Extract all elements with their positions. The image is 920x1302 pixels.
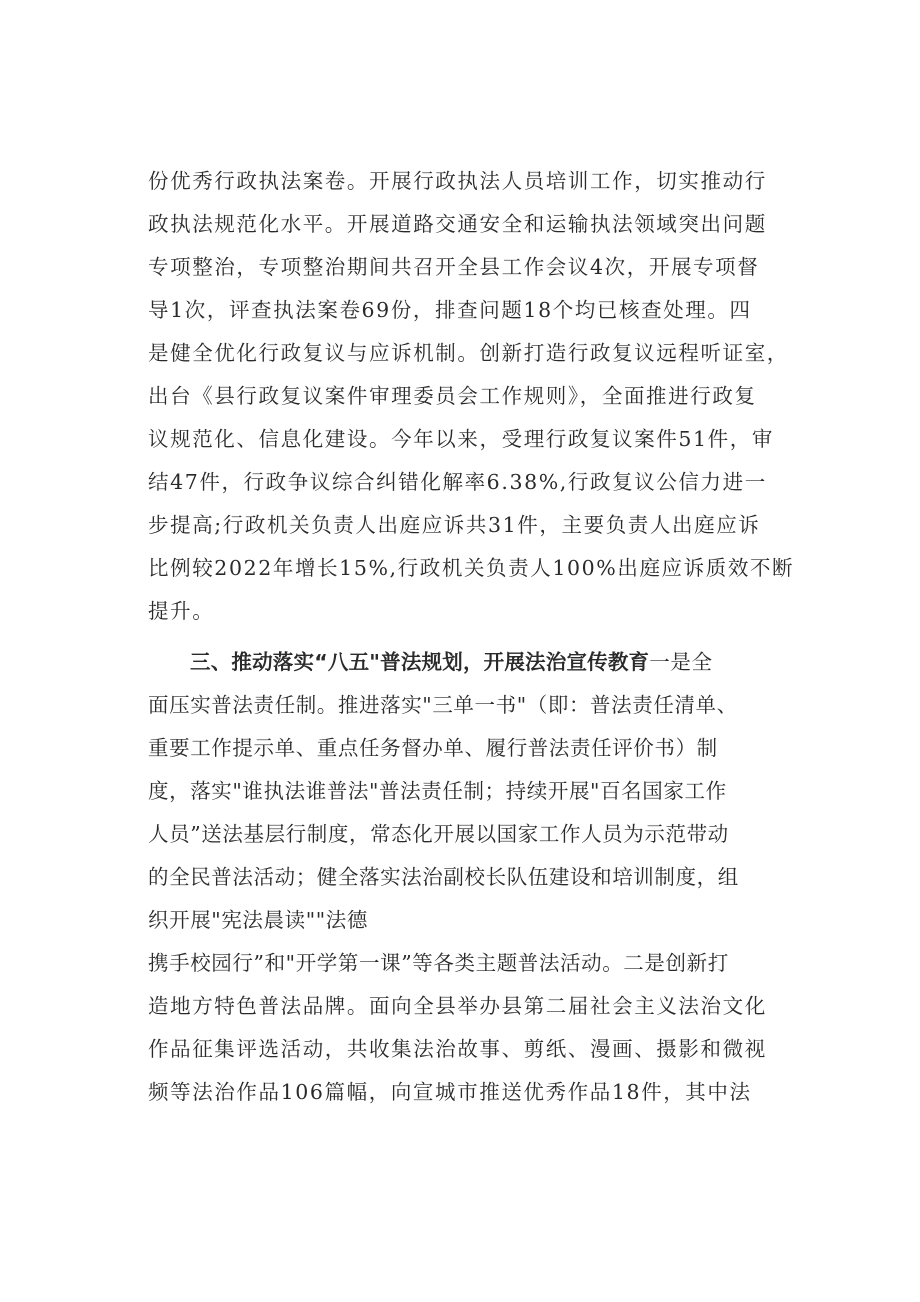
paragraph-line: 的全民普法活动；健全落实法治副校长队伍建设和培训制度，组 (148, 865, 739, 889)
paragraph-line: 织开展"宪法晨读""法德 (148, 908, 368, 932)
section-heading: 三、推动落实“八五"普法规划，开展法治宣传教育 (190, 650, 650, 674)
section-heading-tail: 一是全 (649, 650, 713, 674)
paragraph-line: 出台《县行政复议案件审理委员会工作规则》，全面推进行政复 (148, 384, 757, 408)
paragraph-line: 专项整治，专项整治期间共召开全县工作会议4次，开展专项督 (148, 255, 760, 279)
paragraph-line: 结47件，行政争议综合纠错化解率6.38%,行政复议公信力进一 (148, 470, 767, 494)
paragraph-line: 重要工作提示单、重点任务督办单、履行普法责任评价书）制 (148, 736, 718, 760)
paragraph-line: 政执法规范化水平。开展道路交通安全和运输执法领域突出问题 (148, 212, 767, 236)
section-heading-line (190, 642, 850, 682)
paragraph-line: 面压实普法责任制。推进落实"三单一书"（即：普法责任清单、 (148, 693, 738, 717)
paragraph-line: 提升。 (148, 599, 215, 623)
paragraph-line: 作品征集评选活动，共收集法治故事、剪纸、漫画、摄影和微视 (148, 1037, 767, 1061)
paragraph-line: 度，落实"谁执法谁普法"普法责任制；持续开展"百名国家工作 (148, 779, 727, 803)
paragraph-line: 携手校园行”和"开学第一课”等各类主题普法活动。二是创新打 (148, 951, 729, 975)
paragraph-line: 导1次，评查执法案卷69份，排查问题18个均已核查处理。四 (148, 298, 752, 322)
paragraph-line: 份优秀行政执法案卷。开展行政执法人员培训工作，切实推动行 (148, 169, 767, 193)
paragraph-line: 造地方特色普法品牌。面向全县举办县第二届社会主义法治文化 (148, 994, 767, 1018)
paragraph-line: 人员”送法基层行制度，常态化开展以国家工作人员为示范带动 (148, 822, 729, 846)
paragraph-line: 步提高;行政机关负责人出庭应诉共31件，主要负责人出庭应诉 (148, 513, 761, 537)
paragraph-line: 比例较2022年增长15%,行政机关负责人100%出庭应诉质效不断 (148, 556, 795, 580)
paragraph-line: 频等法治作品106篇幅，向宣城市推送优秀作品18件，其中法 (148, 1080, 752, 1104)
paragraph-line: 议规范化、信息化建设。今年以来，受理行政复议案件51件，审 (148, 427, 774, 451)
paragraph-line: 是健全优化行政复议与应诉机制。创新打造行政复议远程听证室， (148, 341, 789, 365)
